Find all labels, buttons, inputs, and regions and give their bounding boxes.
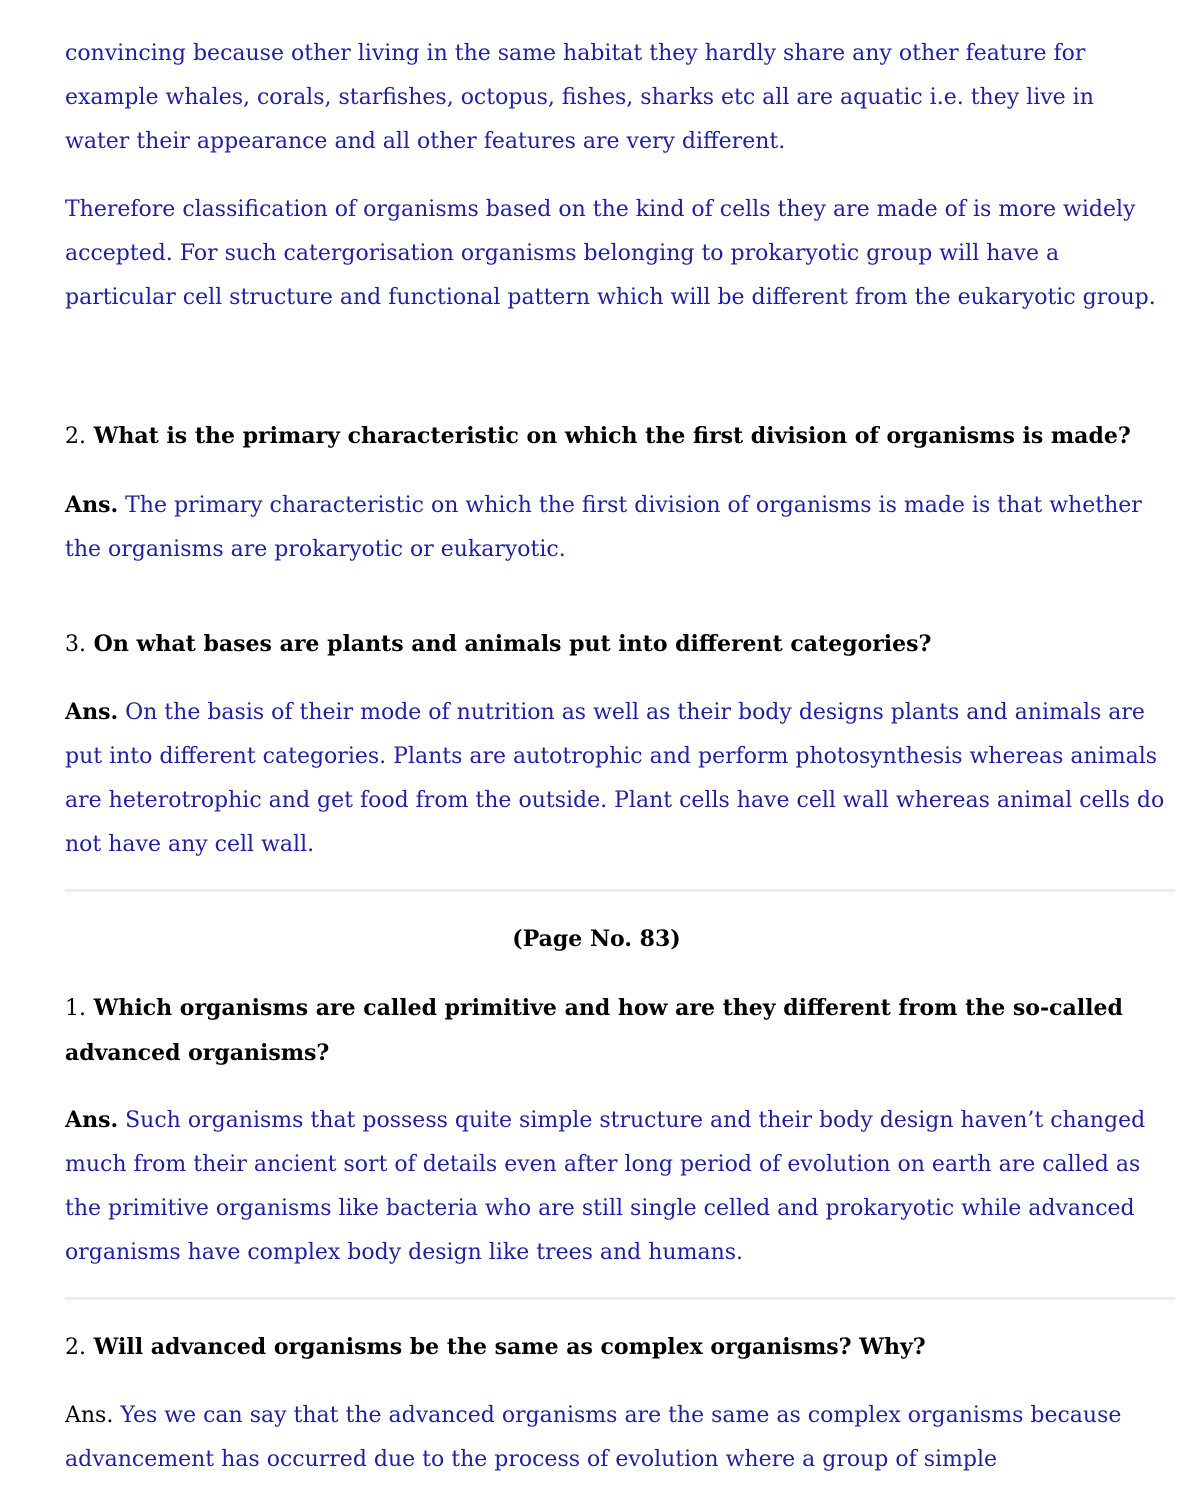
answer-label: Ans. [65, 1403, 114, 1428]
question-2 [65, 414, 1165, 459]
question-number: 2. [65, 1335, 86, 1360]
answer-label: Ans. [65, 699, 119, 725]
question-number: 3. [65, 632, 86, 657]
answer-3 [65, 690, 1165, 867]
intro-continuation-paragraph: convincing because other living in the same habitat they hardly share any other feature for example whales, corals, starfishes, octopus, fishes, sharks etc all are aquatic i.e. they live in water their appearance and all other features are very different. [65, 41, 1094, 154]
answer-text: Such organisms that possess quite simple structure and their body design haven’t changed much from their ancient sort of details even after long period of evolution on earth are called as the primitive organisms like bacteria who are still single celled and prokaryotic while advanced organisms have complex body design like trees and humans. [65, 1108, 1146, 1265]
section-divider [65, 1297, 1175, 1300]
page-number-heading: (Page No. 83) [512, 926, 681, 952]
question-text: Will advanced organisms be the same as complex organisms? Why? [93, 1334, 926, 1360]
question-text: What is the primary characteristic on which the first division of organisms is made? [93, 423, 1131, 449]
classification-paragraph: Therefore classification of organisms based on the kind of cells they are made of is more widely accepted. For such catergorisation organisms belonging to prokaryotic group will have a particular cell structure and functional pattern which will be different from the eukaryotic group. [65, 197, 1156, 310]
page83-answer-2 [65, 1394, 1165, 1482]
answer-text: On the basis of their mode of nutrition as well as their body designs plants and animals are put into different categories. Plants are autotrophic and perform photosynthesis whereas animals are heterotrophic and get food from the outside. Plant cells have cell wall whereas animal cells do not have any cell wall. [65, 700, 1165, 857]
question-text: On what bases are plants and animals put into different categories? [93, 631, 932, 657]
answer-text: The primary characteristic on which the first division of organisms is made is that whether the organisms are prokaryotic or eukaryotic. [65, 493, 1142, 562]
question-3 [65, 622, 1165, 667]
page83-answer-1 [65, 1098, 1165, 1275]
page83-question-2 [65, 1325, 1165, 1370]
answer-2 [65, 483, 1165, 572]
question-number: 1. [65, 996, 86, 1021]
answer-text: Yes we can say that the advanced organisms are the same as complex organisms because advancement has occurred due to the process of evolution where a group of simple [65, 1403, 1122, 1472]
question-text: Which organisms are called primitive and how are they different from the so-called advanced organisms? [65, 995, 1123, 1066]
section-divider [65, 889, 1175, 892]
answer-label: Ans. [65, 492, 119, 518]
question-number: 2. [65, 424, 86, 449]
page83-question-1 [65, 986, 1165, 1075]
answer-label: Ans. [65, 1107, 119, 1133]
